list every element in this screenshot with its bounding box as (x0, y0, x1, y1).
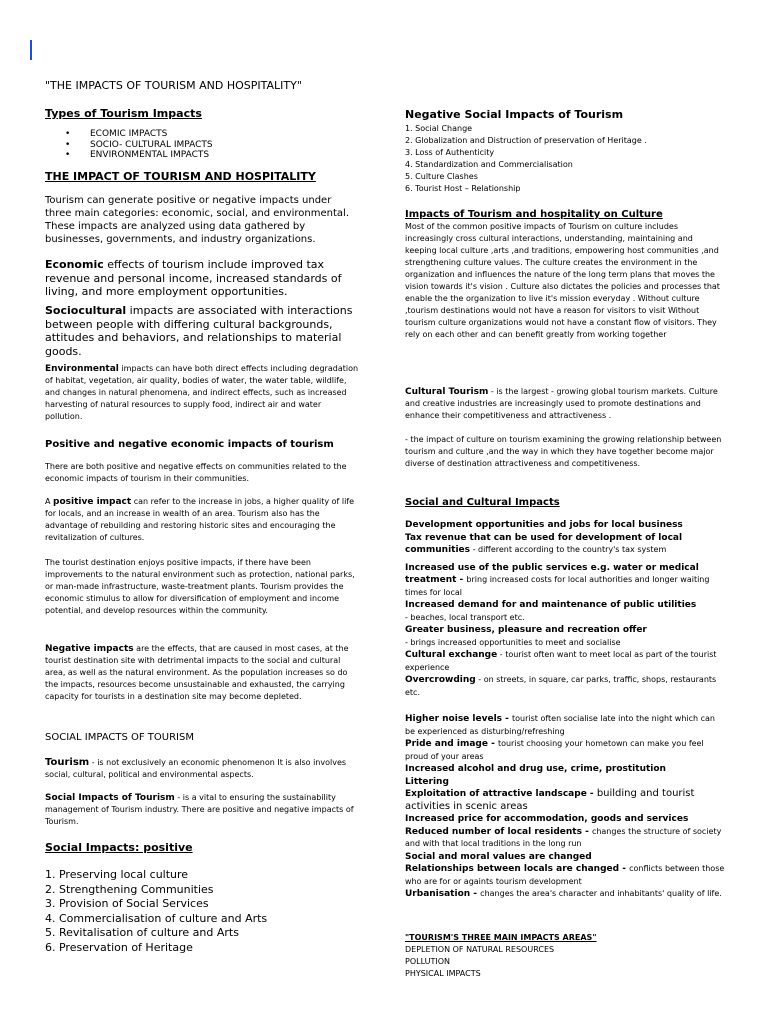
culture-paragraph: Most of the common positive impacts of Tourism on culture includes increasingly cross cultural interactions, understanding, maintaining and keeping local culture ,arts ,and traditions, empowering host communities ,and strengthening culture values. The culture creates the environment in the organization and influences the nature of the long term plans that moves the vision towards it's vision . Culture also dictates the policies and processes that enable the the organization to live it's mission everyday . Without culture ,tourism destinations would not have a reason for visitors to visit Without tourism culture organizations would not have a constant flow of visitors. They rely on each other and can benefit greatly from working together (405, 222, 720, 339)
list-item (405, 788, 725, 813)
article-text: A (45, 497, 54, 506)
list-item: 4. Standardization and Commercialisation (405, 160, 573, 169)
item-title: Tax revenue that can be used for development of local communities (405, 532, 683, 555)
list-item (405, 851, 725, 864)
social-cultural-heading: Social and Cultural Impacts (405, 497, 560, 508)
types-list (45, 129, 365, 161)
sociocultural-text: impacts are associated with interactions between people with differing cultural backgrounds, attitudes and behaviors, and relationships to material goods. (45, 304, 353, 358)
list-item (405, 649, 725, 674)
list-item: 3. Loss of Authenticity (405, 148, 495, 157)
list-item (405, 624, 725, 649)
list-item: • ENVIRONMENTAL IMPACTS (45, 150, 365, 161)
economic-text: effects of tourism include improved tax revenue and personal income, increased standards of living, and more employment opportunities. (45, 258, 342, 298)
list-item: 5. Revitalisation of culture and Arts (45, 926, 239, 939)
economic-term: Economic (45, 258, 104, 271)
item-text: - on streets, in square, car parks, traffic, shops, restaurants etc. (405, 675, 717, 697)
list-item: • ECOMIC IMPACTS (45, 129, 365, 140)
item-text: changes the structure of society and with that local traditions in the long run (405, 826, 722, 848)
negative-impacts-text: are the effects, that are caused in most cases, at the tourist destination site with detrimental impacts to the social and cultural area, as well as the natural environment. As the population increases so do the impacts, resources become unsustainable and exhausted, the carrying capacity for tourists in a destination site may become depleted. (45, 644, 349, 701)
list-item (405, 813, 725, 826)
economic-paragraph (45, 258, 365, 299)
environmental-text: impacts can have both direct effects including degradation of habitat, vegetation, air quality, bodies of water, the water table, wildlife, and changes in natural phenomena, and indirect effects, such as increased harvesting of natural resources to supply food, indirect air and water pollution. (45, 364, 359, 421)
destination-paragraph: The tourist destination enjoys positive impacts, if there have been improvements to the natural environment such as protection, national parks, or man-made infrastructure, waste-treatment plants. Tourism provides the economic stimulus to allow for diversification of employment and income potential, and develop resources within the community. (45, 558, 355, 615)
item-title: Development opportunities and jobs for local business (405, 520, 683, 530)
cultural-tourism-paragraph (405, 386, 723, 422)
list-item (405, 674, 725, 699)
list-item (405, 713, 725, 738)
pos-neg-paragraph: There are both positive and negative effects on communities related to the economic impacts of tourism in their communities. (45, 462, 347, 483)
list-item: 4. Commercialisation of culture and Arts (45, 911, 268, 925)
negative-impacts-paragraph (45, 643, 360, 703)
list-item: POLLUTION (405, 957, 451, 966)
cultural-tourism-text: - is the largest - growing global tourism markets. Culture and creative industries are increasingly used to promote destinations and enhance their competitiveness and attractiveness . (405, 387, 718, 420)
list-item (405, 826, 725, 851)
list-item: 1. Preserving local culture (45, 868, 189, 881)
culture-impact-paragraph: - the impact of culture on tourism examining the growing relationship between tourism and culture ,and the way in which they have together become major diverse of destination attractiveness and competitiveness. (405, 435, 722, 468)
types-heading: Types of Tourism Impacts (45, 107, 202, 120)
item-text: - tourist often want to meet local as part of the tourist experience (405, 650, 717, 672)
item-text: conflicts between those who are for or againts tourism development (405, 864, 725, 886)
cultural-tourism-term: Cultural Tourism (405, 387, 489, 397)
list-item (405, 519, 725, 532)
item-text: - different according to the country's tax system (470, 545, 667, 554)
intro-paragraph: Tourism can generate positive or negative impacts under three main categories: economic, social, and environmental. These impacts are analyzed using data gathered by businesses, governments, and industry organizations. (45, 195, 349, 245)
social-impacts-tourism-text: - is a vital to ensuring the sustainability management of Tourism industry. There are positive and negative impacts of Tourism. (45, 793, 354, 826)
impact-heading: THE IMPACT OF TOURISM AND HOSPITALITY (45, 170, 316, 183)
three-impacts-list (405, 944, 725, 980)
environmental-term: Environmental (45, 364, 119, 374)
item-title: Increased demand for and maintenance of public utilities (405, 600, 697, 610)
positive-impact-text: can refer to the increase in jobs, a higher quality of life for locals, and an increase in wealth of an area. Tourism also has the advantage of rebuilding and restoring historic sites and encouraging the revitalization of cultures. (45, 497, 355, 542)
list-item: 3. Provision of Social Services (45, 897, 209, 910)
list-item (405, 562, 725, 600)
pos-neg-heading: Positive and negative economic impacts of tourism (45, 439, 334, 450)
item-title: Exploitation of attractive landscape - (405, 789, 597, 799)
list-item: DEPLETION OF NATURAL RESOURCES (405, 945, 555, 954)
positive-impact-term: positive impact (53, 497, 132, 507)
list-item (405, 532, 725, 557)
culture-heading: Impacts of Tourism and hospitality on Culture (405, 209, 663, 220)
item-title: Reduced number of local residents - (405, 826, 592, 837)
item-text: building and tourist activities in scenic areas (405, 788, 695, 812)
sociocultural-paragraph (45, 304, 365, 358)
document-title: "THE IMPACTS OF TOURISM AND HOSPITALITY" (45, 79, 302, 92)
list-item (405, 776, 725, 789)
text-cursor (30, 40, 32, 60)
list-item (405, 763, 725, 776)
item-title: Pride and image - (405, 739, 498, 749)
list-item (405, 863, 725, 888)
item-text: - brings increased opportunities to meet and socialise (405, 637, 621, 647)
social-impacts-tourism-paragraph (45, 792, 360, 828)
environmental-paragraph (45, 363, 360, 423)
item-title: Higher noise levels - (405, 714, 513, 724)
item-title: Urbanisation - (405, 889, 481, 899)
social-impacts-caps: SOCIAL IMPACTS OF TOURISM (45, 732, 194, 743)
social-impacts-tourism-term: Social Impacts of Tourism (45, 793, 175, 803)
three-impacts-heading: "TOURISM'S THREE MAIN IMPACTS AREAS" (405, 933, 597, 942)
positive-social-heading: Social Impacts: positive (45, 841, 193, 854)
list-item: 2. Globalization and Distruction of preservation of Heritage . (405, 136, 647, 145)
negative-social-heading: Negative Social Impacts of Tourism (405, 108, 624, 121)
list-item (405, 599, 725, 624)
list-item: 5. Culture Clashes (405, 172, 478, 181)
item-title: Relationships between locals are changed - (405, 864, 630, 874)
list-item: PHYSICAL IMPACTS (405, 969, 481, 978)
item-text: bring increased costs for local authorities and longer waiting times for local (405, 575, 710, 597)
social-cultural-list (405, 519, 725, 901)
negative-impacts-term: Negative impacts (45, 644, 134, 654)
item-title: Overcrowding (405, 675, 476, 685)
item-title: Cultural exchange (405, 650, 498, 660)
list-item: 1. Social Change (405, 124, 473, 133)
positive-impact-paragraph (45, 496, 360, 544)
negative-social-list (405, 123, 725, 195)
tourism-text: - is not exclusively an economic phenomenon It is also involves social, cultural, political and environmental aspects. (45, 758, 347, 779)
list-item: 2. Strengthening Communities (45, 882, 214, 896)
list-item (405, 738, 725, 763)
list-item: 6. Preservation of Heritage (45, 940, 193, 954)
list-item (405, 888, 725, 901)
item-text: - beaches, local transport etc. (405, 612, 525, 622)
item-text: tourist often socialise late into the night which can be experienced as disturbing/refreshing (405, 714, 715, 736)
tourism-paragraph (45, 757, 360, 781)
item-text: changes the area's character and inhabitants' quality of life. (480, 889, 722, 898)
item-title: Increased alcohol and drug use, crime, prostitution (405, 764, 666, 774)
sociocultural-term: Sociocultural (45, 304, 127, 317)
item-title: Littering (405, 776, 449, 787)
positive-social-list (45, 868, 365, 955)
item-title: Increased price for accommodation, goods and services (405, 814, 689, 824)
item-title: Greater business, pleasure and recreation offer (405, 625, 647, 635)
tourism-term: Tourism (45, 757, 90, 768)
list-item: • SOCIO- CULTURAL IMPACTS (45, 140, 365, 151)
item-title: Social and moral values are changed (405, 851, 592, 862)
item-text: tourist choosing your hometown can make you feel proud of your areas (405, 739, 704, 761)
list-item: 6. Tourist Host – Relationship (405, 184, 521, 193)
item-title: Increased use of the public services e.g. water or medical treatment - (405, 562, 699, 585)
